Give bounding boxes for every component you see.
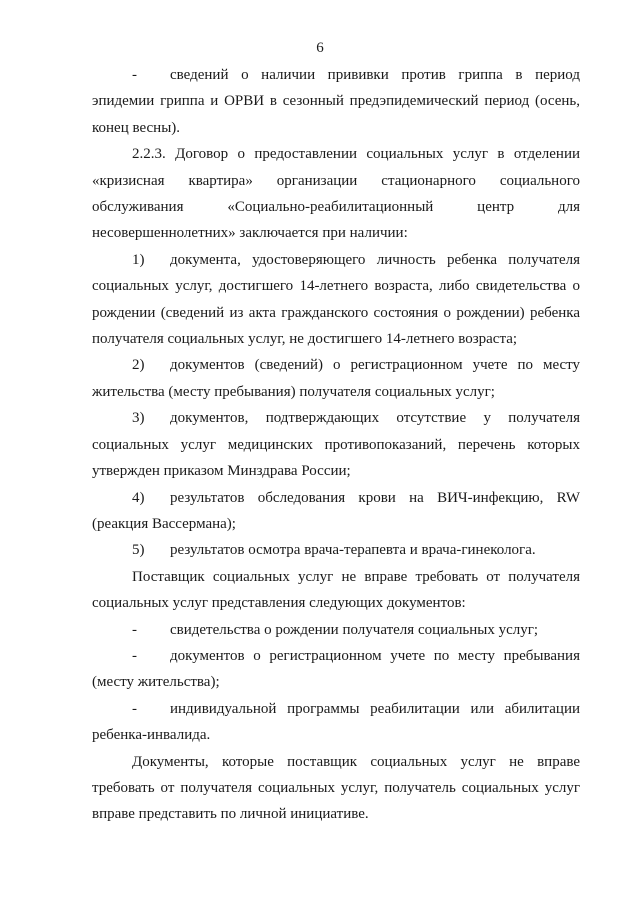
bullet-marker: - [132,67,137,83]
list-number: 4) [132,489,145,506]
paragraph-text: Документы, которые поставщик социальных услуг не вправе требовать от получателя социальных услуг, получатель социальных услуг вправе представить по личной инициативе. [92,753,580,823]
document-body [92,62,580,828]
paragraph-text: документа, удостоверяющего личность ребенка получателя социальных услуг, достигшего 14-летнего возраста, либо свидетельства о рождении (сведений из акта гражданского состояния о рождении) ребенка получателя социальных услуг, не достигшего 14-летнего возраста; [92,251,580,348]
paragraph-text: документов (сведений) о регистрационном учете по месту жительства (месту пребывания) получателя социальных услуг; [92,357,580,400]
numbered-paragraph [92,405,580,484]
section-paragraph [92,141,580,247]
list-number: 1) [132,251,145,268]
paragraph-text: сведений о наличии прививки против гриппа в период эпидемии гриппа и ОРВИ в сезонный предэпидемический период (осень, конец весны). [92,67,580,136]
numbered-paragraph [92,537,580,563]
paragraph-text: Поставщик социальных услуг не вправе требовать от получателя социальных услуг представления следующих документов: [92,568,580,612]
paragraph-text: 2.2.3. Договор о предоставлении социальных услуг в отделении «кризисная квартира» организации стационарного социального обслуживания «Социально-реабилитационный центр для несовершеннолетних» заключается при наличии: [92,146,580,242]
bullet-marker: - [132,647,137,664]
list-number: 2) [132,357,145,374]
body-paragraph [92,564,580,617]
paragraph-text: документов, подтверждающих отсутствие у получателя социальных услуг медицинских противопоказаний, перечень которых утвержден приказом Минздрава России; [92,410,580,480]
paragraph-text: индивидуальной программы реабилитации или абилитации ребенка-инвалида. [92,700,580,744]
bullet-paragraph [92,62,580,141]
bullet-paragraph [92,617,580,643]
bullet-paragraph [92,643,580,696]
numbered-paragraph [92,247,580,353]
paragraph-text: свидетельства о рождении получателя социальных услуг; [170,621,539,638]
numbered-paragraph [92,352,580,405]
paragraph-text: результатов обследования крови на ВИЧ-инфекцию, RW (реакция Вассермана); [92,489,580,532]
bullet-marker: - [132,700,137,717]
bullet-paragraph [92,696,580,749]
list-number: 3) [132,410,145,427]
page-number: 6 [316,40,324,56]
bullet-marker: - [132,621,137,638]
numbered-paragraph [92,485,580,538]
paragraph-text: документов о регистрационном учете по месту пребывания (месту жительства); [92,647,580,691]
body-paragraph [92,749,580,828]
list-number: 5) [132,542,145,559]
paragraph-text: результатов осмотра врача-терапевта и врача-гинеколога. [170,542,536,559]
